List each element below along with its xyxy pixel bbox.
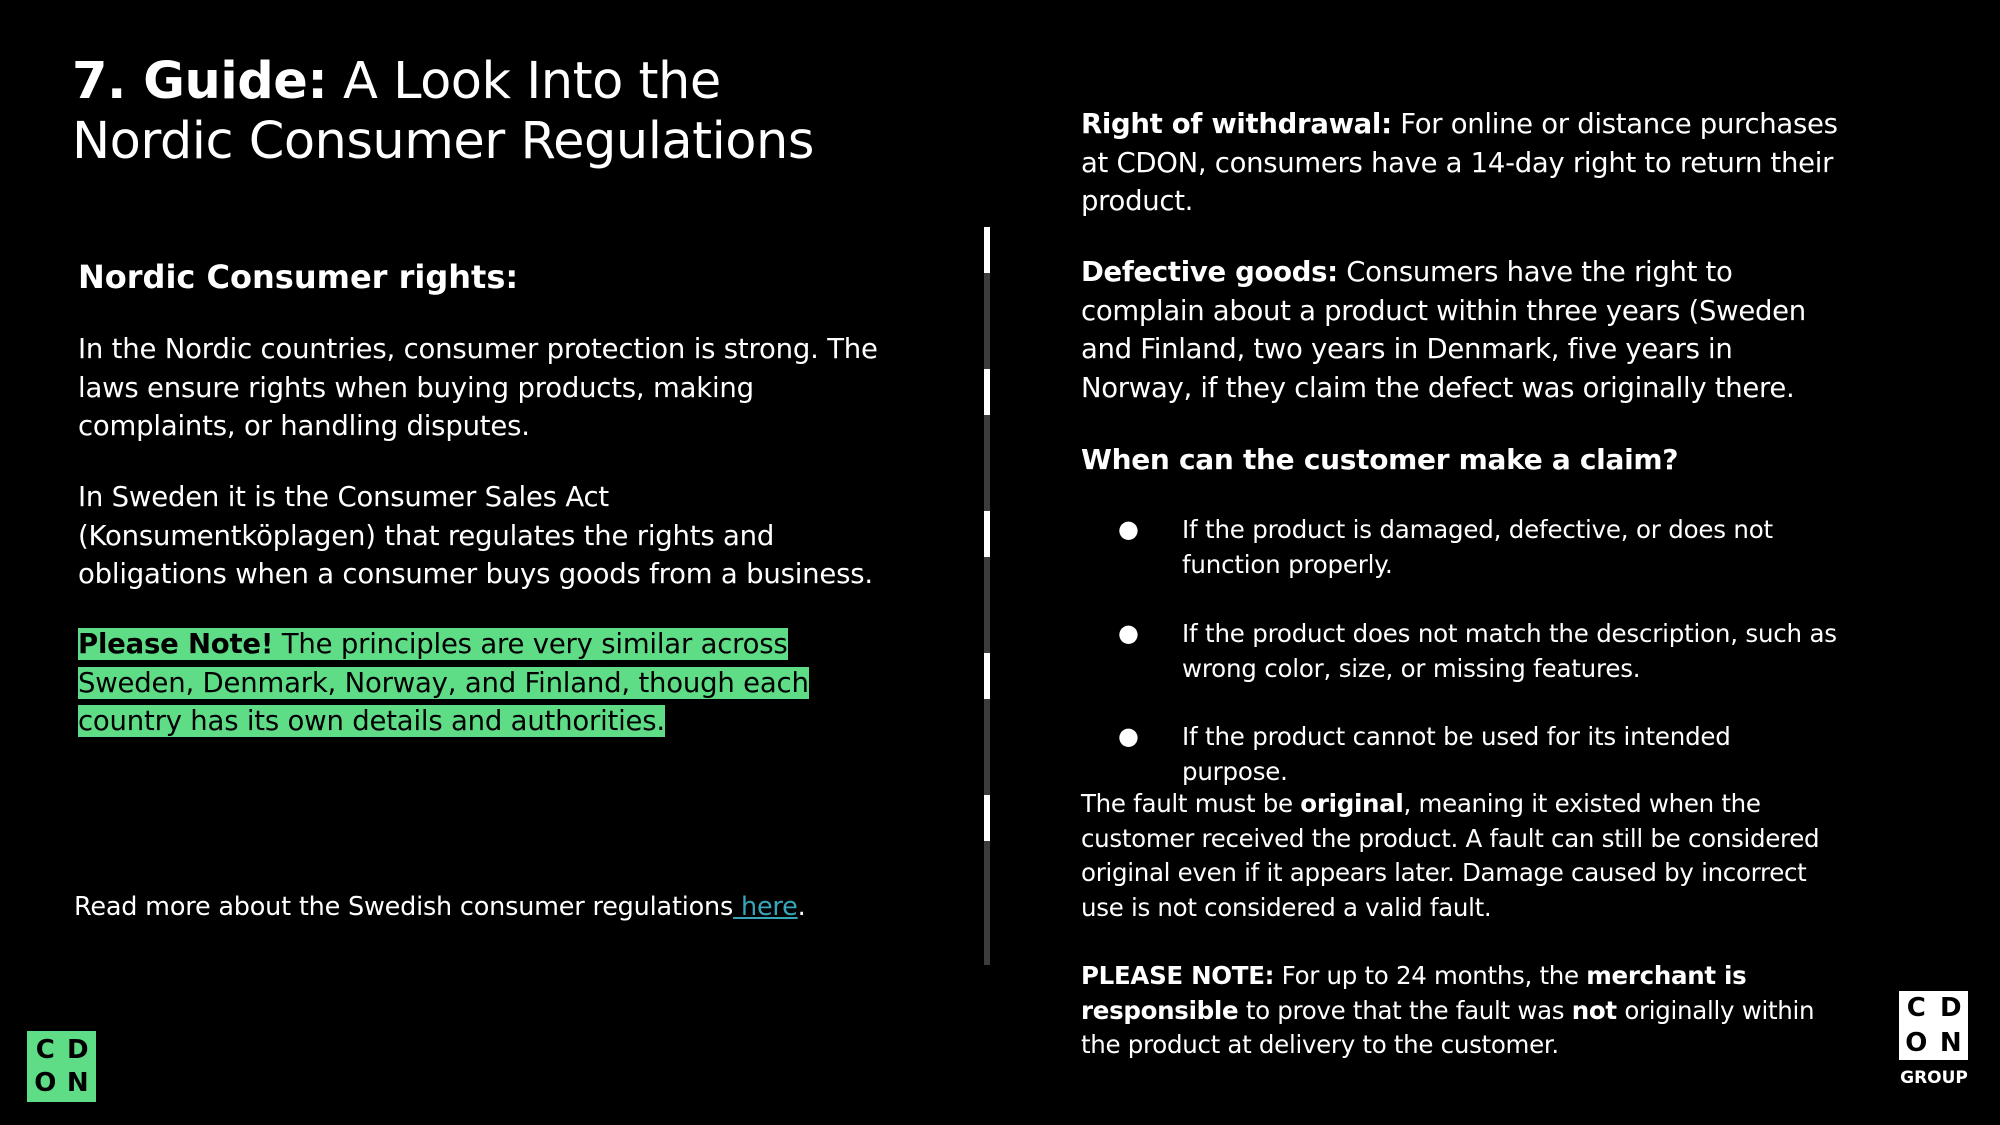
- divider-segment: [984, 795, 990, 841]
- logo-letter: C: [1906, 993, 1926, 1024]
- logo-letter: D: [66, 1034, 89, 1065]
- note-label: Please Note!: [78, 628, 274, 660]
- logo-letter: N: [1939, 1027, 1962, 1058]
- bullet-icon: ●: [1118, 619, 1139, 647]
- merchant-responsible: merchant is responsible: [1081, 961, 1747, 1025]
- here-link[interactable]: here: [733, 892, 798, 922]
- bullet-icon: ●: [1118, 515, 1139, 543]
- logo-letter: C: [35, 1034, 55, 1065]
- logo-letter: O: [1905, 1027, 1928, 1058]
- claim-heading: When can the customer make a claim?: [1081, 443, 1679, 476]
- defective-text: Consumers have the right to complain about a product within three years (Sweden and Finland, two years in Denmark, five years in Norway, if they claim the defect was originally there.: [1081, 256, 1806, 404]
- fault-bold: original: [1300, 789, 1404, 818]
- logo-letter: O: [34, 1068, 57, 1099]
- fault-text-a: The fault must be: [1081, 789, 1301, 818]
- intro-paragraph: In the Nordic countries, consumer protection is strong. The laws ensure rights when buying products, making complaints, or handling disputes.: [78, 333, 878, 442]
- highlight-note: [78, 625, 898, 741]
- read-more-text: Read more about the Swedish consumer regulations: [74, 892, 734, 922]
- please-note-label: PLEASE NOTE:: [1081, 961, 1275, 990]
- list-item-text: If the product cannot be used for its intended purpose.: [1182, 722, 1731, 786]
- divider-segment: [984, 369, 990, 415]
- section-subtitle: Nordic Consumer rights:: [78, 258, 519, 296]
- list-item-text: If the product does not match the description, such as wrong color, size, or missing features.: [1182, 619, 1837, 683]
- vertical-divider: [984, 227, 990, 965]
- divider-segment: [984, 511, 990, 557]
- sweden-paragraph: In Sweden it is the Consumer Sales Act (Konsumentköplagen) that regulates the rights and obligations when a consumer buys goods from a business.: [78, 481, 873, 590]
- group-label: GROUP: [1900, 1068, 1968, 1088]
- withdrawal-paragraph: [1081, 105, 1841, 221]
- please-note-paragraph: [1081, 959, 1841, 1063]
- defective-label: Defective goods:: [1081, 256, 1338, 288]
- note-text: The principles are very similar across Sweden, Denmark, Norway, and Finland, though each country has its own details and authorities.: [78, 628, 809, 737]
- cdon-logo: [27, 1031, 96, 1102]
- fault-text-b: , meaning it existed when the customer received the product. A fault can still be considered original even if it appears later. Damage caused by incorrect use is not considered a valid fault.: [1081, 789, 1820, 922]
- please-note-text-b: to prove that the fault was: [1238, 995, 1572, 1025]
- title-rest: A Look Into the Nordic Consumer Regulations: [72, 52, 814, 171]
- please-note-text-c: originally within the product at delivery to the customer.: [1081, 995, 1815, 1059]
- list-item-text: If the product is damaged, defective, or does not function properly.: [1182, 515, 1773, 579]
- logo-letter: N: [66, 1068, 89, 1099]
- withdrawal-text: For online or distance purchases at CDON, consumers have a 14-day right to return their product.: [1081, 108, 1838, 217]
- cdon-group-logo: [1899, 991, 1968, 1060]
- defective-paragraph: [1081, 253, 1841, 407]
- fault-paragraph: [1081, 787, 1841, 925]
- bullet-icon: ●: [1118, 722, 1139, 750]
- read-more-line: [74, 892, 806, 922]
- logo-letter: D: [1939, 993, 1962, 1024]
- not-bold: not: [1571, 995, 1617, 1025]
- withdrawal-label: Right of withdrawal:: [1081, 108, 1392, 140]
- divider-segment: [984, 653, 990, 699]
- read-more-end: .: [797, 892, 806, 922]
- divider-segment: [984, 227, 990, 273]
- title-bold: 7. Guide:: [72, 52, 328, 111]
- page-title: [72, 52, 872, 172]
- please-note-text-a: For up to 24 months, the: [1274, 961, 1587, 990]
